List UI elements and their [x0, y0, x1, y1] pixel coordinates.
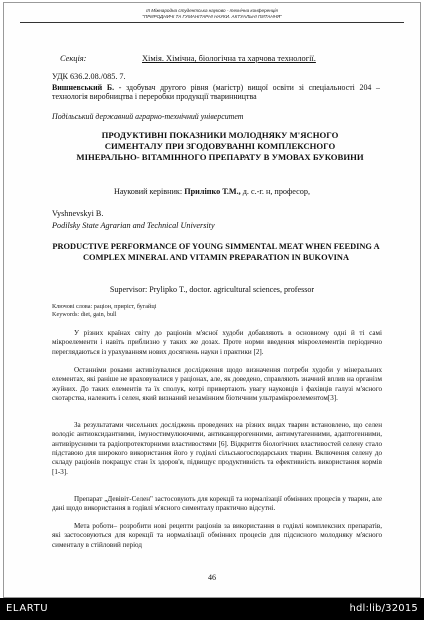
paragraph-5: Мета роботи– розробити нові рецепти раціонів за використання в годівлі комплексних препаратів, які застосовуються для корекції та нормалізації обмінних процесів для підсисного молодняку м'ясного сименталу в стійловий період — [52, 522, 382, 549]
paragraph-1: У різних країнах світу до раціонів м'ясної худоби добавляють в основному одні й ті самі мікроелементи і навіть приблизно у таких же дозах. Проте норми введення мікроелементів періодично переглядаються із урахуванням нових досягнень науки і практики [2]. — [52, 329, 382, 356]
section-title: Хімія. Хімічна, біологічна та харчова технології. — [142, 54, 316, 63]
supervisor-ua — [4, 187, 420, 197]
udk-code: УДК 636.2.08./085. 7. — [52, 72, 126, 81]
conference-line-2: "ПРИРОДНИЧІ ТА ГУМАНІТАРНІ НАУКИ. АКТУАЛЬНІ ПИТАННЯ" — [142, 14, 282, 19]
conference-line-1: ІІІ Міжнародна студентська науково - технічна конференція — [146, 8, 278, 13]
repository-name: ELARTU — [6, 603, 49, 614]
author-description-ua: - здобувач другого рівня (магістр) вищої освіти зі спеціальності 204 – технологія виробництва і переробки продукції тваринництва — [52, 83, 380, 102]
author-block-ua — [52, 83, 380, 101]
keywords-ua: Ключові слова: раціон, приріст, бугайці — [52, 303, 157, 310]
handle-link[interactable]: hdl:lib/32015 — [349, 603, 418, 614]
paragraph-3: За результатами чисельних досліджень проведених на різних видах тварин встановлено, що селен володіє антиоксидантними, імуностимулюючими, антиканцерогенними, антимутагенними, адаптогенними, антивірусними та радіопротекторними властивостями [6]. Відкриття біологічних властивостей селену стало підставою для широкого використання його у годівлі сільськогосподарських тварин. Включення селену до складу раціонів покращує стан їх здоров'я, підвищує продуктивність та ефективність використання кормів [1-3]. — [52, 421, 382, 476]
article-title-ua: ПРОДУКТИВНІ ПОКАЗНИКИ МОЛОДНЯКУ М'ЯСНОГО СИМЕНТАЛУ ПРИ ЗГОДОВУВАННІ КОМПЛЕКСНОГО МІНЕРАЛЬНО- ВІТАМІННОГО ПРЕПАРАТУ В УМОВАХ БУКОВИНИ — [76, 130, 364, 163]
author-name-en: Vyshnevskyi B. — [52, 209, 104, 218]
supervisor-label-ua: Науковий керівник: — [113, 187, 185, 196]
supervisor-details-ua: д. с.-г. н, професор, — [240, 187, 311, 196]
page-number: 46 — [208, 573, 216, 582]
article-title-en: PRODUCTIVE PERFORMANCE OF YOUNG SIMMENTAL MEAT WHEN FEEDING A COMPLEX MINERAL AND VITAMIN PREPARATION IN BUKOVINA — [52, 242, 380, 262]
repository-footer — [0, 598, 424, 620]
paragraph-4: Препарат „Девівіт-Селен" застосовують для корекції та нормалізації обмінних процесів у тварин, але дані щодо використання в годівлі м'ясного сименталу практично відсутні. — [52, 495, 382, 513]
author-name-ua: Вишневський Б. — [52, 83, 115, 92]
conference-header — [4, 8, 420, 20]
section-label: Секція: — [60, 54, 87, 63]
keywords-en: Keywords: diet, gain, bull — [52, 311, 117, 318]
paragraph-2: Останніми роками активізувалися дослідження щодо визначення потреби худоби у мінеральних елементах, які раніше не враховувалися у раціонах, але, як доведено, справляють значний вплив на організм жуйних. До таких елементів та їх сполук, котрі привертають увагу науковців і фахівців галузі м'ясного скотарства, належить і селен, який визнаний незамінним біотичним ультрамікроелементом[3]. — [52, 366, 382, 403]
section-row — [60, 53, 316, 64]
keywords-block — [52, 303, 156, 319]
supervisor-en: Supervisor: Prylipko T., doctor. agricultural sciences, professor — [109, 285, 315, 294]
supervisor-name-ua: Приліпко Т.М., — [184, 187, 241, 196]
university-ua: Подільський державний аграрно-технічний університет — [52, 112, 244, 121]
header-divider — [20, 22, 404, 23]
document-page — [3, 2, 421, 598]
university-en: Podilsky State Agrarian and Technical University — [52, 221, 215, 230]
